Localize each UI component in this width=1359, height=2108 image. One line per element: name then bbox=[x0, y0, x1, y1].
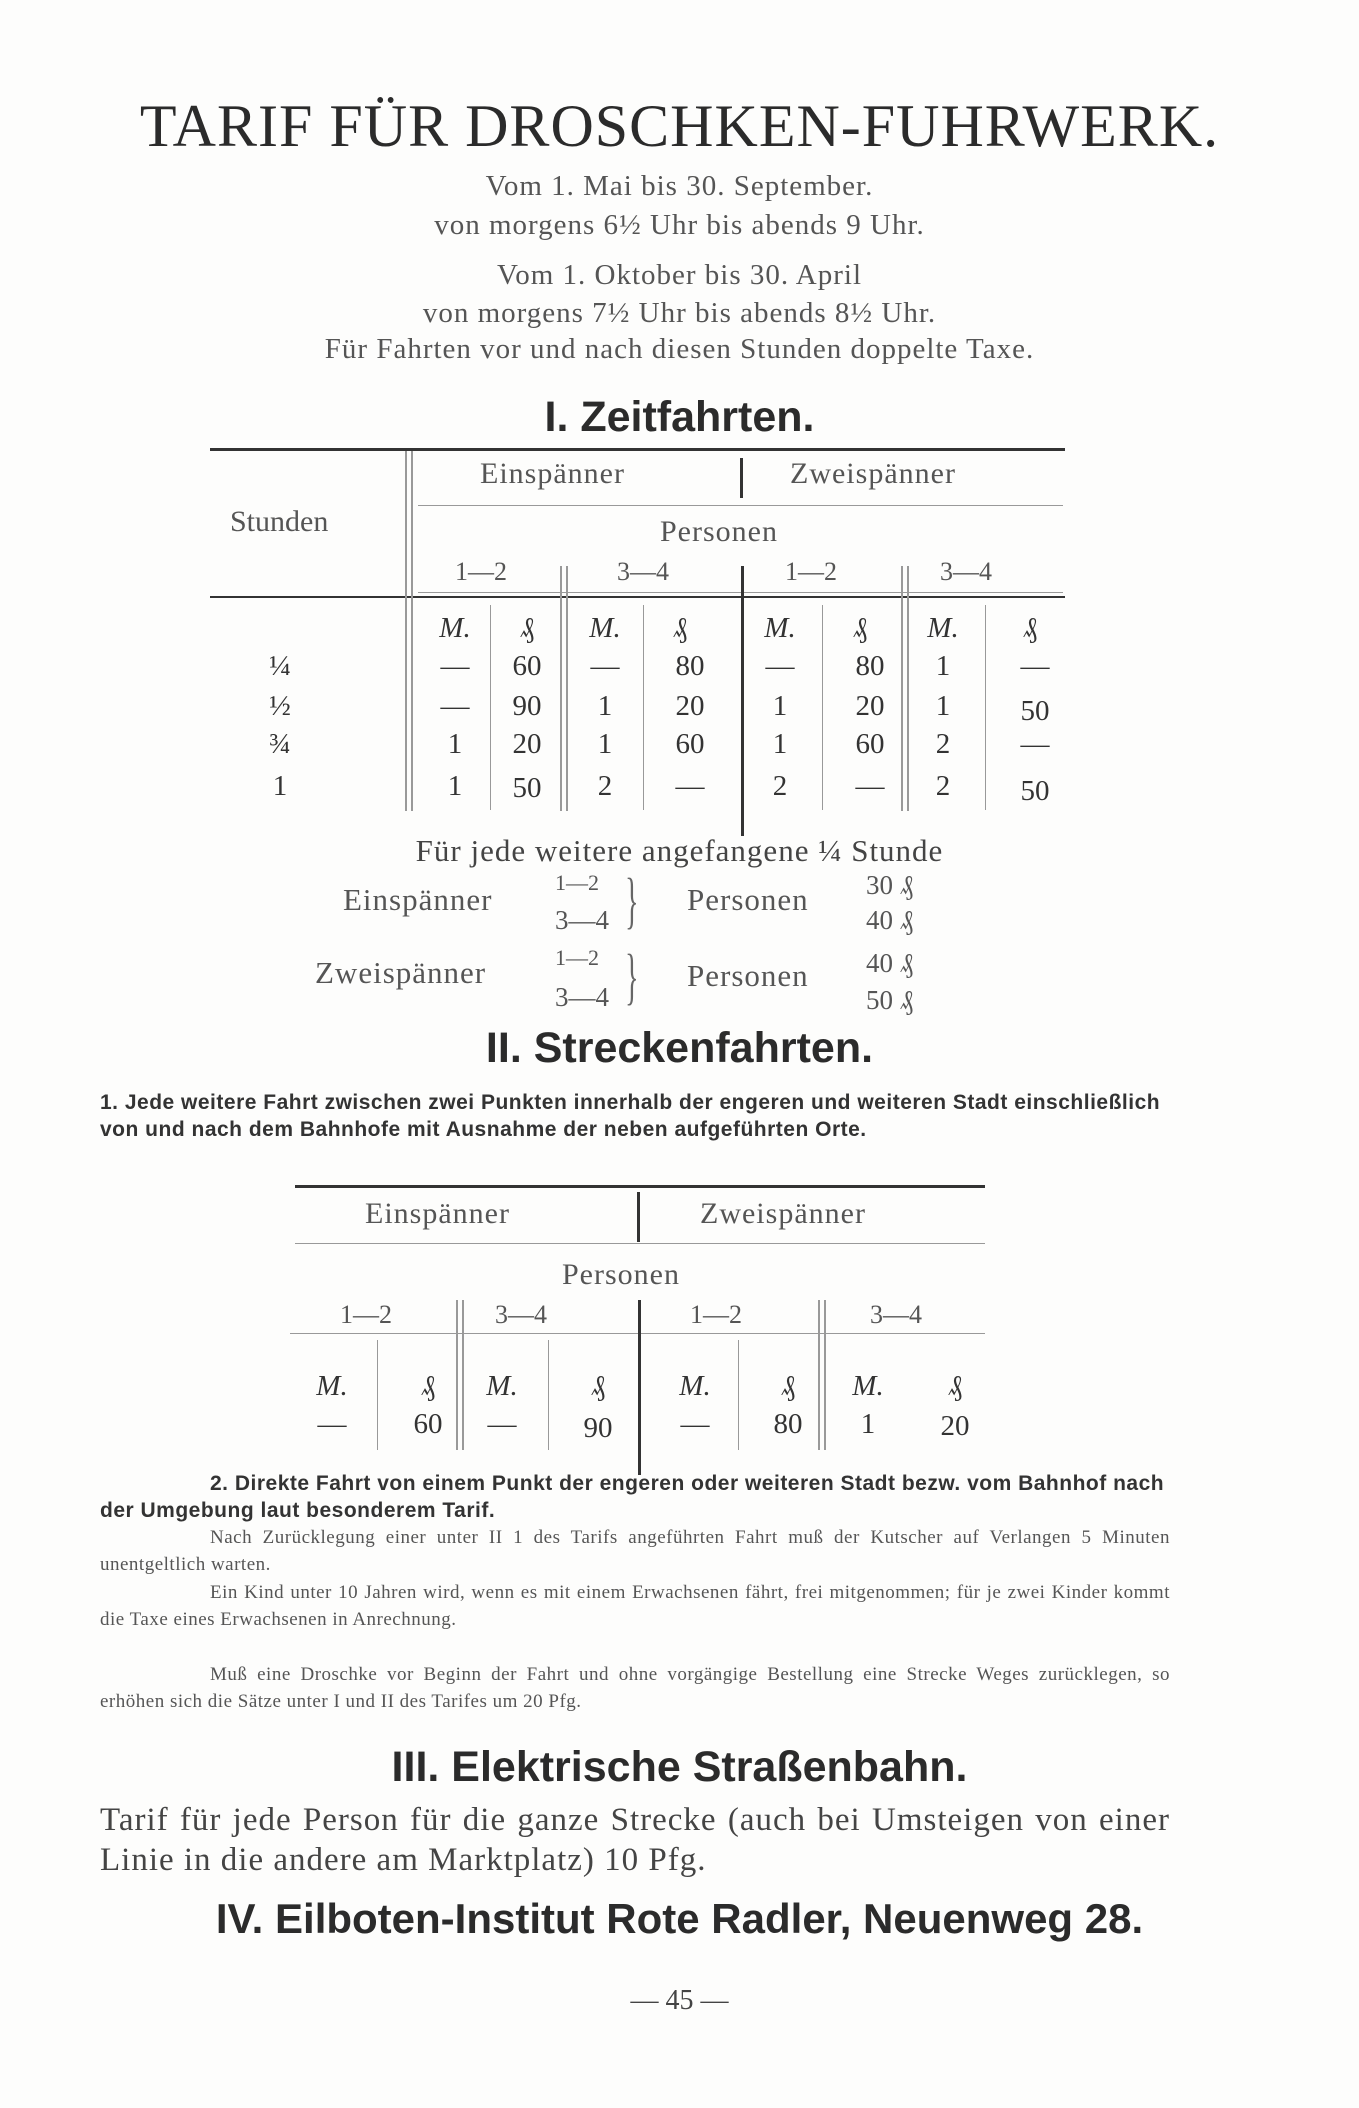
child-note: Ein Kind unter 10 Jahren wird, wenn es mit einem Erwachsenen fährt, frei mitgenommen; für je zwei Kinder kommt die Taxe eines Erwachsenen in Anrechnung. bbox=[100, 1582, 1170, 1630]
hours-cell: 1 bbox=[272, 770, 288, 802]
einspaenner-header: Einspänner bbox=[365, 1197, 510, 1230]
group-1-2: 1—2 bbox=[690, 1300, 742, 1329]
zweispaenner-header: Zweispänner bbox=[790, 457, 956, 490]
fare-cell: 90 bbox=[583, 1412, 613, 1444]
streckenfahrten-rule-1: 1. Jede weitere Fahrt zwischen zwei Punkten innerhalb der engeren und weiteren Stadt einschließlich von und nach dem Bahnhofe mit Ausnahme der neben aufgeführten Orte. bbox=[100, 1091, 1161, 1141]
double-fare-note: Für Fahrten vor und nach diesen Stunden doppelte Taxe. bbox=[324, 333, 1035, 365]
mark-unit-label: M. bbox=[927, 612, 959, 644]
pfennig-unit-label: ₰ bbox=[852, 612, 868, 644]
zweispaenner-header: Zweispänner bbox=[700, 1197, 866, 1230]
fare-cell: 50 bbox=[1020, 775, 1050, 807]
brace-icon: } bbox=[625, 943, 639, 1011]
einspaenner-header: Einspänner bbox=[480, 457, 625, 490]
fare-cell: — bbox=[317, 1408, 347, 1440]
group-1-2: 1—2 bbox=[785, 557, 837, 586]
fare-cell: — bbox=[680, 1408, 710, 1440]
pfennig-unit-label: ₰ bbox=[519, 612, 535, 644]
mark-unit-label: M. bbox=[439, 612, 471, 644]
extra-einspaenner-label: Einspänner bbox=[343, 882, 493, 917]
extra-zweispaenner-label: Zweispänner bbox=[315, 955, 487, 990]
fare-cell: 1 bbox=[772, 690, 788, 722]
fare-cell: 1 bbox=[860, 1408, 876, 1440]
hours-cell: ¼ bbox=[269, 650, 291, 682]
fare-cell: 1 bbox=[772, 728, 788, 760]
fare-cell: 20 bbox=[940, 1410, 970, 1442]
pfennig-unit-label: ₰ bbox=[420, 1370, 436, 1402]
fare-cell: 2 bbox=[597, 770, 613, 802]
hours-summer: von morgens 6½ Uhr bis abends 9 Uhr. bbox=[434, 209, 925, 241]
extra-rate: 50 ₰ bbox=[866, 985, 914, 1015]
fare-cell: 1 bbox=[935, 650, 951, 682]
extra-group-3-4: 3—4 bbox=[555, 905, 609, 935]
extra-personen-label: Personen bbox=[687, 958, 809, 993]
section-zeitfahrten-heading: I. Zeitfahrten. bbox=[544, 393, 815, 441]
pfennig-unit-label: ₰ bbox=[780, 1370, 796, 1402]
pfennig-unit-label: ₰ bbox=[590, 1370, 606, 1402]
fare-cell: 1 bbox=[447, 770, 463, 802]
strassenbahn-text: Tarif für jede Person für die ganze Strecke (auch bei Umsteigen von einer Linie in die andere am Marktplatz) 10 Pfg. bbox=[100, 1802, 1170, 1878]
waiting-note: Nach Zurücklegung einer unter II 1 des Tarifs angeführten Fahrt muß der Kutscher auf Verlangen 5 Minuten unentgeltlich warten. bbox=[100, 1527, 1170, 1575]
fare-cell: — bbox=[1020, 728, 1050, 760]
extra-quarter-heading: Für jede weitere angefangene ¼ Stunde bbox=[415, 833, 944, 868]
pfennig-unit-label: ₰ bbox=[947, 1370, 963, 1402]
fare-cell: — bbox=[590, 650, 620, 682]
extra-rate: 40 ₰ bbox=[866, 948, 914, 978]
fare-cell: 20 bbox=[512, 728, 542, 760]
extra-personen-label: Personen bbox=[687, 882, 809, 917]
mark-unit-label: M. bbox=[316, 1370, 348, 1402]
brace-icon: } bbox=[625, 867, 639, 935]
fare-cell: 60 bbox=[855, 728, 885, 760]
extra-rate: 30 ₰ bbox=[866, 870, 914, 900]
mark-unit-label: M. bbox=[852, 1370, 884, 1402]
fare-cell: 1 bbox=[447, 728, 463, 760]
section-strassenbahn-heading: III. Elektrische Straßenbahn. bbox=[391, 1743, 968, 1791]
fare-cell: 50 bbox=[1020, 695, 1050, 727]
season-winter: Vom 1. Oktober bis 30. April bbox=[497, 259, 862, 291]
fare-cell: — bbox=[855, 770, 885, 802]
section-eilboten-heading: IV. Eilboten-Institut Rote Radler, Neuenweg 28. bbox=[215, 1895, 1144, 1942]
group-3-4: 3—4 bbox=[495, 1300, 547, 1329]
mark-unit-label: M. bbox=[679, 1370, 711, 1402]
fare-cell: 2 bbox=[772, 770, 788, 802]
hours-cell: ¾ bbox=[269, 728, 291, 760]
mark-unit-label: M. bbox=[589, 612, 621, 644]
fare-cell: 20 bbox=[675, 690, 705, 722]
fare-cell: — bbox=[1020, 650, 1050, 682]
fare-cell: 20 bbox=[855, 690, 885, 722]
fare-cell: 80 bbox=[855, 650, 885, 682]
fare-cell: — bbox=[675, 770, 705, 802]
group-3-4: 3—4 bbox=[617, 557, 669, 586]
group-3-4: 3—4 bbox=[940, 557, 992, 586]
page-title: TARIF FÜR DROSCHKEN-FUHRWERK. bbox=[139, 93, 1220, 159]
extra-rate: 40 ₰ bbox=[866, 905, 914, 935]
extra-group-1-2: 1—2 bbox=[555, 945, 599, 970]
stunden-header: Stunden bbox=[230, 505, 329, 538]
fare-cell: 80 bbox=[675, 650, 705, 682]
mark-unit-label: M. bbox=[486, 1370, 518, 1402]
fare-cell: 1 bbox=[935, 690, 951, 722]
fare-cell: 80 bbox=[773, 1408, 803, 1440]
fare-cell: 90 bbox=[512, 690, 542, 722]
pfennig-unit-label: ₰ bbox=[672, 612, 688, 644]
extra-group-3-4: 3—4 bbox=[555, 982, 609, 1012]
streckenfahrten-rule-2: 2. Direkte Fahrt von einem Punkt der engeren oder weiteren Stadt bezw. vom Bahnhof nach der Umgebung laut besonderem Tarif. bbox=[100, 1472, 1165, 1522]
hours-cell: ½ bbox=[269, 690, 291, 722]
section-streckenfahrten-heading: II. Streckenfahrten. bbox=[485, 1024, 874, 1072]
fare-cell: 2 bbox=[935, 770, 951, 802]
fare-cell: 60 bbox=[675, 728, 705, 760]
fare-cell: 1 bbox=[597, 690, 613, 722]
fare-cell: 2 bbox=[935, 728, 951, 760]
pfennig-unit-label: ₰ bbox=[1022, 612, 1038, 644]
personen-header: Personen bbox=[562, 1258, 680, 1291]
mark-unit-label: M. bbox=[764, 612, 796, 644]
fare-cell: — bbox=[440, 690, 470, 722]
fare-cell: 1 bbox=[597, 728, 613, 760]
surcharge-note: Muß eine Droschke vor Beginn der Fahrt und ohne vorgängige Bestellung eine Strecke Weges zurücklegen, so erhöhen sich die Sätze unter I und II des Tarifes um 20 Pfg. bbox=[100, 1664, 1170, 1712]
page-number: — 45 — bbox=[630, 1985, 729, 2016]
fare-cell: — bbox=[487, 1408, 517, 1440]
fare-cell: — bbox=[440, 650, 470, 682]
group-3-4: 3—4 bbox=[870, 1300, 922, 1329]
fare-cell: 60 bbox=[512, 650, 542, 682]
fare-cell: 60 bbox=[413, 1408, 443, 1440]
group-1-2: 1—2 bbox=[340, 1300, 392, 1329]
season-summer: Vom 1. Mai bis 30. September. bbox=[485, 170, 874, 202]
personen-header: Personen bbox=[660, 515, 778, 548]
group-1-2: 1—2 bbox=[455, 557, 507, 586]
extra-group-1-2: 1—2 bbox=[555, 870, 599, 895]
hours-winter: von morgens 7½ Uhr bis abends 8½ Uhr. bbox=[422, 297, 937, 329]
fare-cell: — bbox=[765, 650, 795, 682]
fare-cell: 50 bbox=[512, 772, 542, 804]
